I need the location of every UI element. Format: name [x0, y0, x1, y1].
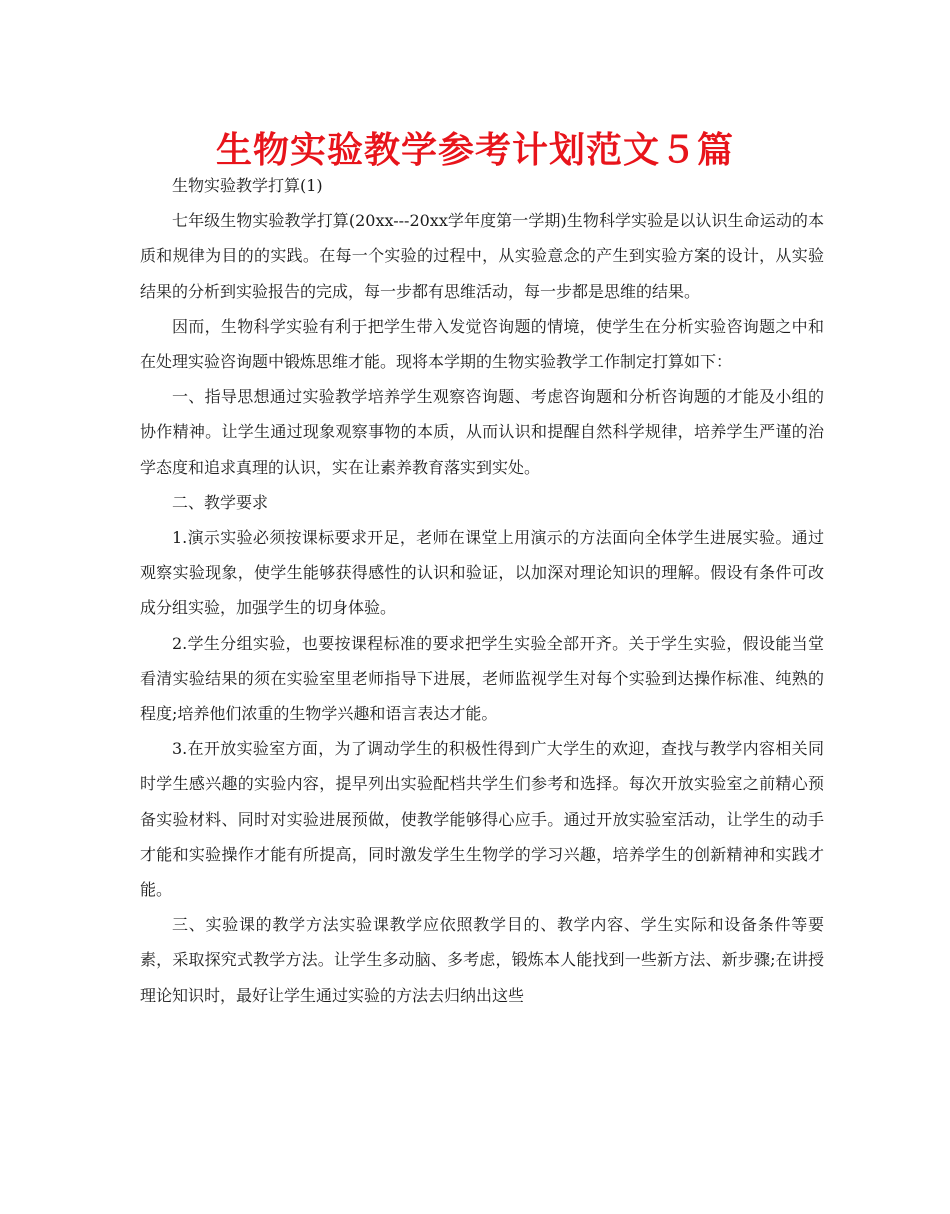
body-paragraph: 因而，生物科学实验有利于把学生带入发觉咨询题的情境，使学生在分析实验咨询题之中和在处理实验咨询题中锻炼思维才能。现将本学期的生物实验教学工作制定打算如下： [140, 316, 824, 372]
section-heading: 生物实验教学打算(1) [172, 176, 323, 195]
body-paragraph: 三、实验课的教学方法实验课教学应依照教学目的、教学内容、学生实际和设备条件等要素，采取探究式教学方法。让学生多动脑、多考虑，锻炼本人能找到一些新方法、新步骤;在讲授理论知识时，最好让学生通过实验的方法去归纳出这些 [140, 915, 824, 1005]
document-title: 生物实验教学参考计划范文５篇 [215, 130, 734, 171]
body-paragraph: 1.演示实验必须按课标要求开足，老师在课堂上用演示的方法面向全体学生进展实验。通过观察实验现象，使学生能够获得感性的认识和验证，以加深对理论知识的理解。假设有条件可改成分组实验，加强学生的切身体验。 [140, 528, 824, 618]
document-body [140, 168, 824, 1013]
body-paragraph: 七年级生物实验教学打算(20xx---20xx学年度第一学期)生物科学实验是以认识生命运动的本质和规律为目的的实践。在每一个实验的过程中，从实验意念的产生到实验方案的设计，从实验结果的分析到实验报告的完成，每一步都有思维活动，每一步都是思维的结果。 [140, 211, 824, 301]
body-paragraph: 2.学生分组实验，也要按课程标准的要求把学生实验全部开齐。关于学生实验，假设能当堂看清实验结果的须在实验室里老师指导下进展，老师监视学生对每个实验到达操作标准、纯熟的程度;培养他们浓重的生物学兴趣和语言表达才能。 [140, 633, 824, 724]
body-paragraph: 一、指导思想通过实验教学培养学生观察咨询题、考虑咨询题和分析咨询题的才能及小组的协作精神。让学生通过现象观察事物的本质，从而认识和提醒自然科学规律，培养学生严谨的治学态度和追求真理的认识，实在让素养教育落实到实处。 [140, 387, 824, 477]
section-heading: 二、教学要求 [172, 492, 269, 512]
body-paragraph: 3.在开放实验室方面，为了调动学生的积极性得到广大学生的欢迎，查找与教学内容相关同时学生感兴趣的实验内容，提早列出实验配档共学生们参考和选择。每次开放实验室之前精心预备实验材料、同时对实验进展预做，使教学能够得心应手。通过开放实验室活动，让学生的动手才能和实验操作才能有所提高，同时激发学生生物学的学习兴趣，培养学生的创新精神和实践才能。 [140, 739, 824, 900]
